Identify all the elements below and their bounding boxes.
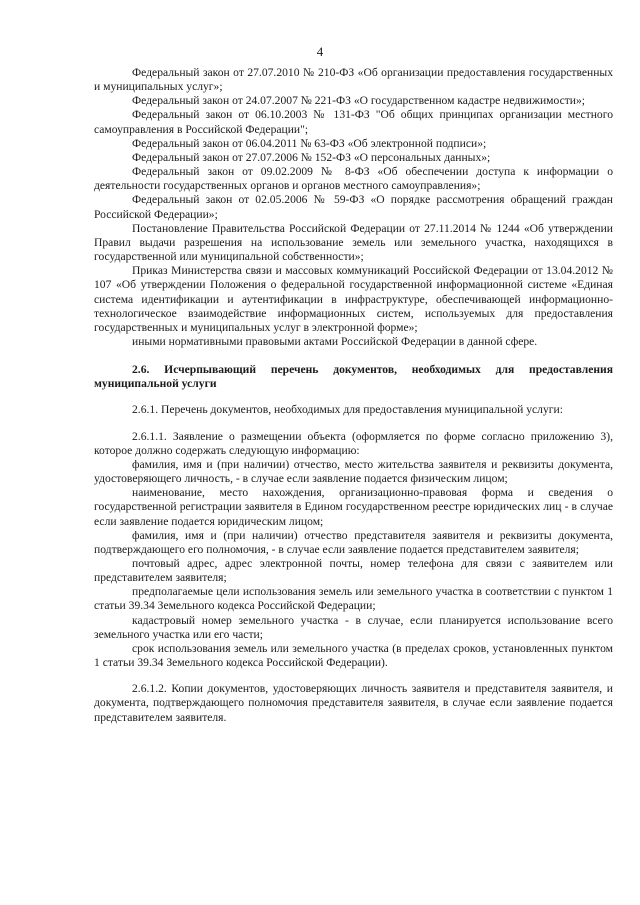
law-paragraph-221fz: Федеральный закон от 24.07.2007 № 221-ФЗ «О государственном кадастре недвижимости»;	[132, 94, 586, 108]
item-point-contacts: почтовый адрес, адрес электронной почты, номер телефона для связи с заявителем или представителем заявителя;	[94, 557, 613, 585]
spacer	[94, 391, 613, 403]
spacer	[94, 670, 613, 682]
item-2-6-1-1: 2.6.1.1. Заявление о размещении объекта (оформляется по форме согласно приложению 3), которое должно содержать следующую информацию:	[94, 429, 613, 457]
spacer	[94, 349, 613, 363]
document-body	[94, 66, 613, 725]
law-paragraph-131fz: Федеральный закон от 06.10.2003 № 131-ФЗ "Об общих принципах организации местного самоуправления в Российской Федерации";	[94, 108, 613, 136]
law-paragraph-63fz: Федеральный закон от 06.04.2011 № 63-ФЗ «Об электронной подписи»;	[132, 136, 487, 150]
law-paragraph-210fz: Федеральный закон от 27.07.2010 № 210-ФЗ «Об организации предоставления государственных и муниципальных услуг»;	[94, 66, 613, 94]
page-number: 4	[316, 44, 324, 59]
item-point-legal-entity: наименование, место нахождения, организационно-правовая форма и сведения о государственной регистрации заявителя в Едином государственном реестре юридических лиц - в случае если заявление подается юридическим лицом;	[94, 486, 613, 528]
section-heading: 2.6. Исчерпывающий перечень документов, необходимых для предоставления муниципальной услуги	[94, 363, 613, 391]
item-point-term: срок использования земель или земельного участка (в пределах сроков, установленных пунктом 1 статьи 39.34 Земельного кодекса Российской Федерации).	[94, 641, 613, 670]
spacer	[94, 418, 613, 430]
section-intro: 2.6.1. Перечень документов, необходимых для предоставления муниципальной услуги:	[132, 403, 563, 417]
item-point-representative: фамилия, имя и (при наличии) отчество представителя заявителя и реквизиты документа, подтверждающего его полномочия, - в случае если заявление подается представителем заявителя;	[94, 528, 613, 556]
item-point-purposes: предполагаемые цели использования земель или земельного участка в соответствии с пунктом 1 статьи 39.34 Земельного кодекса Российской Федерации;	[94, 585, 613, 613]
other-acts-paragraph: иными нормативными правовыми актами Российской Федерации в данной сфере.	[132, 334, 538, 348]
item-2-6-1-2: 2.6.1.2. Копии документов, удостоверяющих личность заявителя и представителя заявителя, и документа, подтверждающего полномочия представителя заявителя, в случае если заявление подается представителем заявителя.	[94, 682, 613, 724]
ministry-order-paragraph: Приказ Министерства связи и массовых коммуникаций Российской Федерации от 13.04.2012 № 107 «Об утверждении Положения о федеральной государственной информационной системе «Единая система идентификации и аутентификации в инфраструктуре, обеспечивающей информационно-технологическое взаимодействие информационных систем, используемых для предоставления государственных и муниципальных услуг в электронной форме»;	[94, 264, 613, 334]
item-point-individual: фамилия, имя и (при наличии) отчество, место жительства заявителя и реквизиты документа, удостоверяющего личность, - в случае если заявление подается физическим лицом;	[94, 457, 613, 486]
law-paragraph-8fz: Федеральный закон от 09.02.2009 № 8-ФЗ «Об обеспечении доступа к информации о деятельности государственных органов и органов местного самоуправления»;	[94, 165, 613, 193]
item-point-cadastral-number: кадастровый номер земельного участка - в случае, если планируется использование всего земельного участка или его части;	[94, 613, 613, 641]
law-paragraph-152fz: Федеральный закон от 27.07.2006 № 152-ФЗ «О персональных данных»;	[132, 150, 491, 164]
law-paragraph-59fz: Федеральный закон от 02.05.2006 № 59-ФЗ «О порядке рассмотрения обращений граждан Российской Федерации»;	[94, 193, 613, 221]
government-decree-paragraph: Постановление Правительства Российской Федерации от 27.11.2014 № 1244 «Об утверждении Правил выдачи разрешения на использование земель или земельного участка, находящихся в государственной или муниципальной собственности»;	[94, 221, 613, 264]
